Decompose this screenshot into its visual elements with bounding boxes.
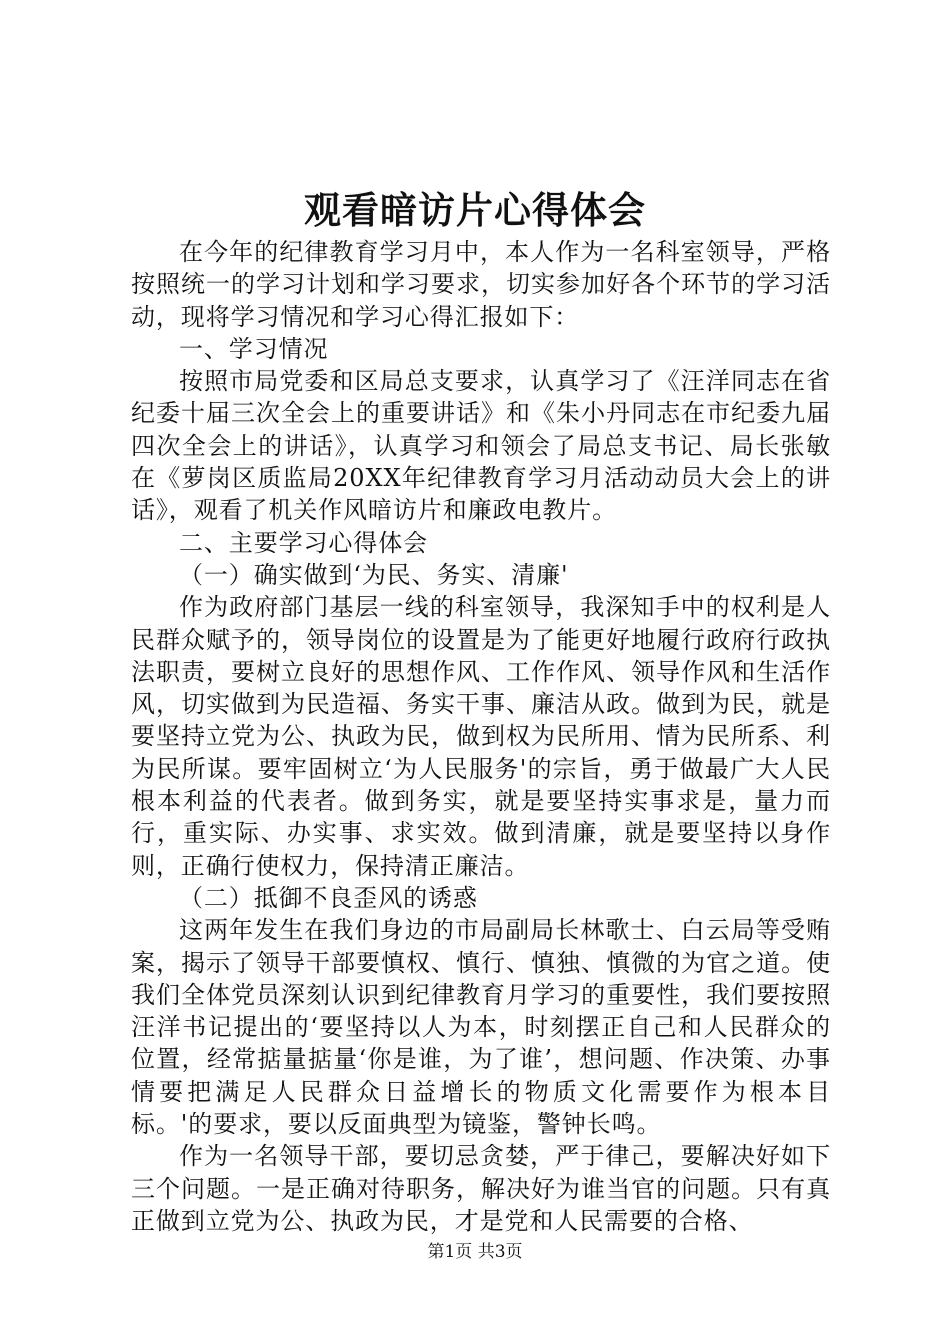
paragraph-intro: 在今年的纪律教育学习月中，本人作为一名科室领导，严格按照统一的学习计划和学习要求，切实参加好各个环节的学习活动，现将学习情况和学习心得汇报如下： [131, 238, 831, 331]
document-body [131, 236, 831, 1237]
paragraph-study-situation: 按照市局党委和区局总支要求，认真学习了《汪洋同志在省纪委十届三次全会上的重要讲话》和《朱小丹同志在市纪委九届四次全会上的讲话》，认真学习和领会了局总支书记、局长张敏在《萝岗区质监局20XX年纪律教育学习月活动动员大会上的讲话》，观看了机关作风暗访片和廉政电教片。 [131, 367, 831, 525]
section-heading-study-situation: 一、学习情况 [179, 334, 329, 363]
subsection-heading-1: （一）确实做到‘为民、务实、清廉' [179, 560, 569, 589]
document-title: 观看暗访片心得体会 [304, 188, 646, 232]
paragraph-subsection-1: 作为政府部门基层一线的科室领导，我深知手中的权利是人民群众赋予的，领导岗位的设置是为了能更好地履行政府行政执法职责，要树立良好的思想作风、工作作风、领导作风和生活作风，切实做到为民造福、务实干事、廉洁从政。做到为民，就是要坚持立党为公、执政为民，做到权为民所用、情为民所系、利为民所谋。要牢固树立‘为人民服务'的宗旨，勇于做最广大人民根本利益的代表者。做到务实，就是要坚持实事求是，量力而行，重实际、办实事、求实效。做到清廉，就是要坚持以身作则，正确行使权力，保持清正廉洁。 [131, 593, 831, 880]
subsection-heading-2: （二）抵御不良歪风的诱惑 [179, 883, 478, 912]
paragraph-subsection-2: 这两年发生在我们身边的市局副局长林歌士、白云局等受贿案，揭示了领导干部要慎权、慎行、慎独、慎微的为官之道。使我们全体党员深刻认识到纪律教育月学习的重要性，我们要按照汪洋书记提出的‘要坚持以人为本，时刻摆正自己和人民群众的位置，经常掂量掂量‘你是谁，为了谁’，想问题、作决策、办事情要把满足人民群众日益增长的物质文化需要作为根本目标。'的要求，要以反面典型为镜鉴，警钟长鸣。 [131, 916, 831, 1139]
paragraph-leadership: 作为一名领导干部，要切忌贪婪，严于律己，要解决好如下三个问题。一是正确对待职务，解决好为谁当官的问题。只有真正做到立党为公、执政为民，才是党和人民需要的合格、 [131, 1142, 831, 1235]
page-footer: 第1页 共3页 [427, 1242, 523, 1262]
section-heading-main-insights: 二、主要学习心得体会 [179, 528, 428, 557]
